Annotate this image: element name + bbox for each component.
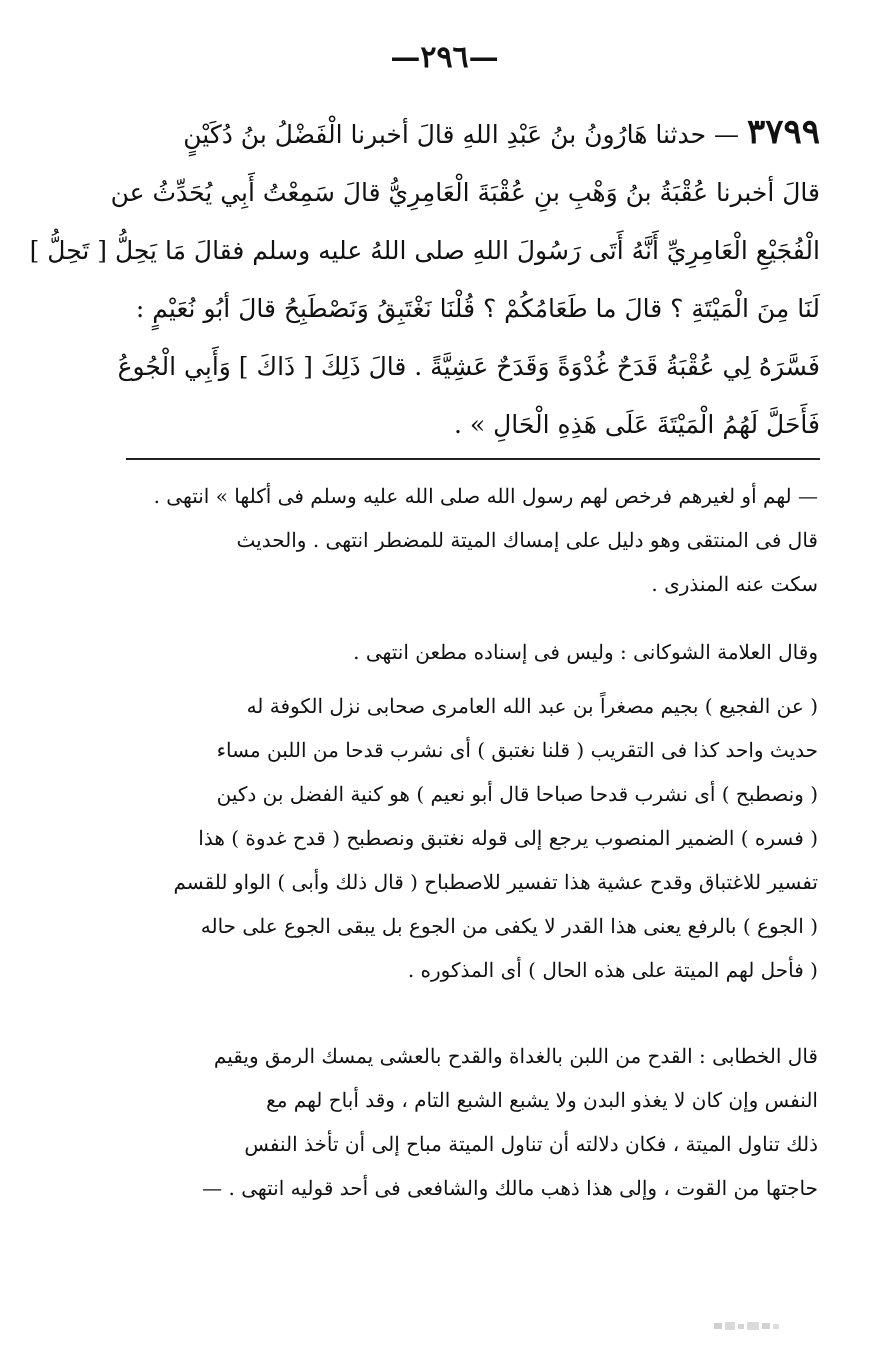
commentary-line: حديث واحد كذا فى التقريب ( قلنا نغتبق ) أى نشرب قدحا من اللبن مساء — [216, 738, 818, 762]
library-stamp — [712, 1318, 782, 1334]
hadith-text — [29, 103, 820, 454]
commentary-paragraph — [118, 1034, 818, 1210]
commentary-line: ( ونصطبح ) أى نشرب قدحا صباحا قال أبو نعيم ) هو كنية الفضل بن دكين — [216, 782, 818, 806]
commentary-line: وقال العلامة الشوكانى : وليس فى إسناده مطعن انتهى . — [353, 640, 818, 664]
commentary-line: قال الخطابى : القدح من اللبن بالغداة والقدح بالعشى يمسك الرمق ويقيم — [213, 1044, 818, 1068]
stamp-mark-icon — [712, 1318, 782, 1334]
commentary-line: ( فأحل لهم الميتة على هذه الحال ) أى المذكوره . — [407, 958, 818, 982]
commentary-paragraph — [118, 630, 818, 674]
page-number: —٢٩٦— — [390, 40, 499, 75]
commentary-line: قال فى المنتقى وهو دليل على إمساك الميتة للمضطر انتهى . والحديث — [236, 528, 818, 552]
commentary-line: حاجتها من القوت ، وإلى هذا ذهب مالك والشافعى فى أحد قوليه انتهى . — — [202, 1176, 818, 1200]
hadith-line: لَنَا مِنَ الْمَيْتَةِ ؟ قالَ ما طَعَامُكُمْ ؟ قُلْنَا نَغْتَبِقُ وَنَصْطَبِحُ قالَ أبُو نُعَيْمٍ : — [135, 294, 820, 323]
hadith-line-text: — حدثنا هَارُونُ بنُ عَبْدِ اللهِ قالَ أخبرنا الْفَضْلُ بنُ دُكَيْنٍ — [183, 120, 739, 149]
commentary-line: سكت عنه المنذرى . — [651, 572, 818, 596]
hadith-number: ٣٧٩٩ — [746, 112, 820, 152]
commentary-paragraph — [118, 474, 818, 606]
hadith-line — [120, 103, 820, 164]
hadith-line: الْفُجَيْعِ الْعَامِرِيِّ أَنَّهُ أَتَى رَسُولَ اللهِ صلى اللهُ عليه وسلم فقالَ مَا يَحِلُّ [ تَحِلُّ ] — [29, 236, 820, 265]
commentary-line: تفسير للاغتباق وقدح عشية هذا تفسير للاصطباح ( قال ذلك وأبى ) الواو للقسم — [173, 870, 818, 894]
commentary-line: ( الجوع ) بالرفع يعنى هذا القدر لا يكفى من الجوع بل يبقى الجوع على حاله — [200, 914, 818, 938]
hadith-line: قالَ أخبرنا عُقْبَةُ بنُ وَهْبِ بنِ عُقْبَةَ الْعَامِرِيُّ قالَ سَمِعْتُ أَبِي يُحَدِّثُ عن — [110, 178, 820, 207]
commentary-line: ( فسره ) الضمير المنصوب يرجع إلى قوله نغتبق ونصطبح ( قدح غدوة ) هذا — [198, 826, 818, 850]
commentary-paragraph — [118, 684, 818, 992]
commentary-line: — لهم أو لغيرهم فرخص لهم رسول الله صلى الله عليه وسلم فى أكلها » انتهى . — [153, 484, 818, 508]
commentary-line: ذلك تناول الميتة ، فكان دلالته أن تناول الميتة مباح إلى أن تأخذ النفس — [244, 1132, 818, 1156]
hadith-line: فَسَّرَهُ لِي عُقْبَةُ قَدَحٌ غُدْوَةً وَقَدَحٌ عَشِيَّةً . قالَ ذَلِكَ [ ذَاكَ ] وَأَبِي الْجُوعُ — [117, 352, 820, 381]
hadith-line: فَأَحَلَّ لَهُمُ الْمَيْتَةَ عَلَى هَذِهِ الْحَالِ » . — [453, 410, 820, 439]
commentary-line: النفس وإن كان لا يغذو البدن ولا يشبع الشبع التام ، وقد أباح لهم مع — [266, 1088, 818, 1112]
footnote-divider — [126, 458, 820, 460]
commentary-line: ( عن الفجيع ) بجيم مصغراً بن عبد الله العامرى صحابى نزل الكوفة له — [246, 694, 818, 718]
